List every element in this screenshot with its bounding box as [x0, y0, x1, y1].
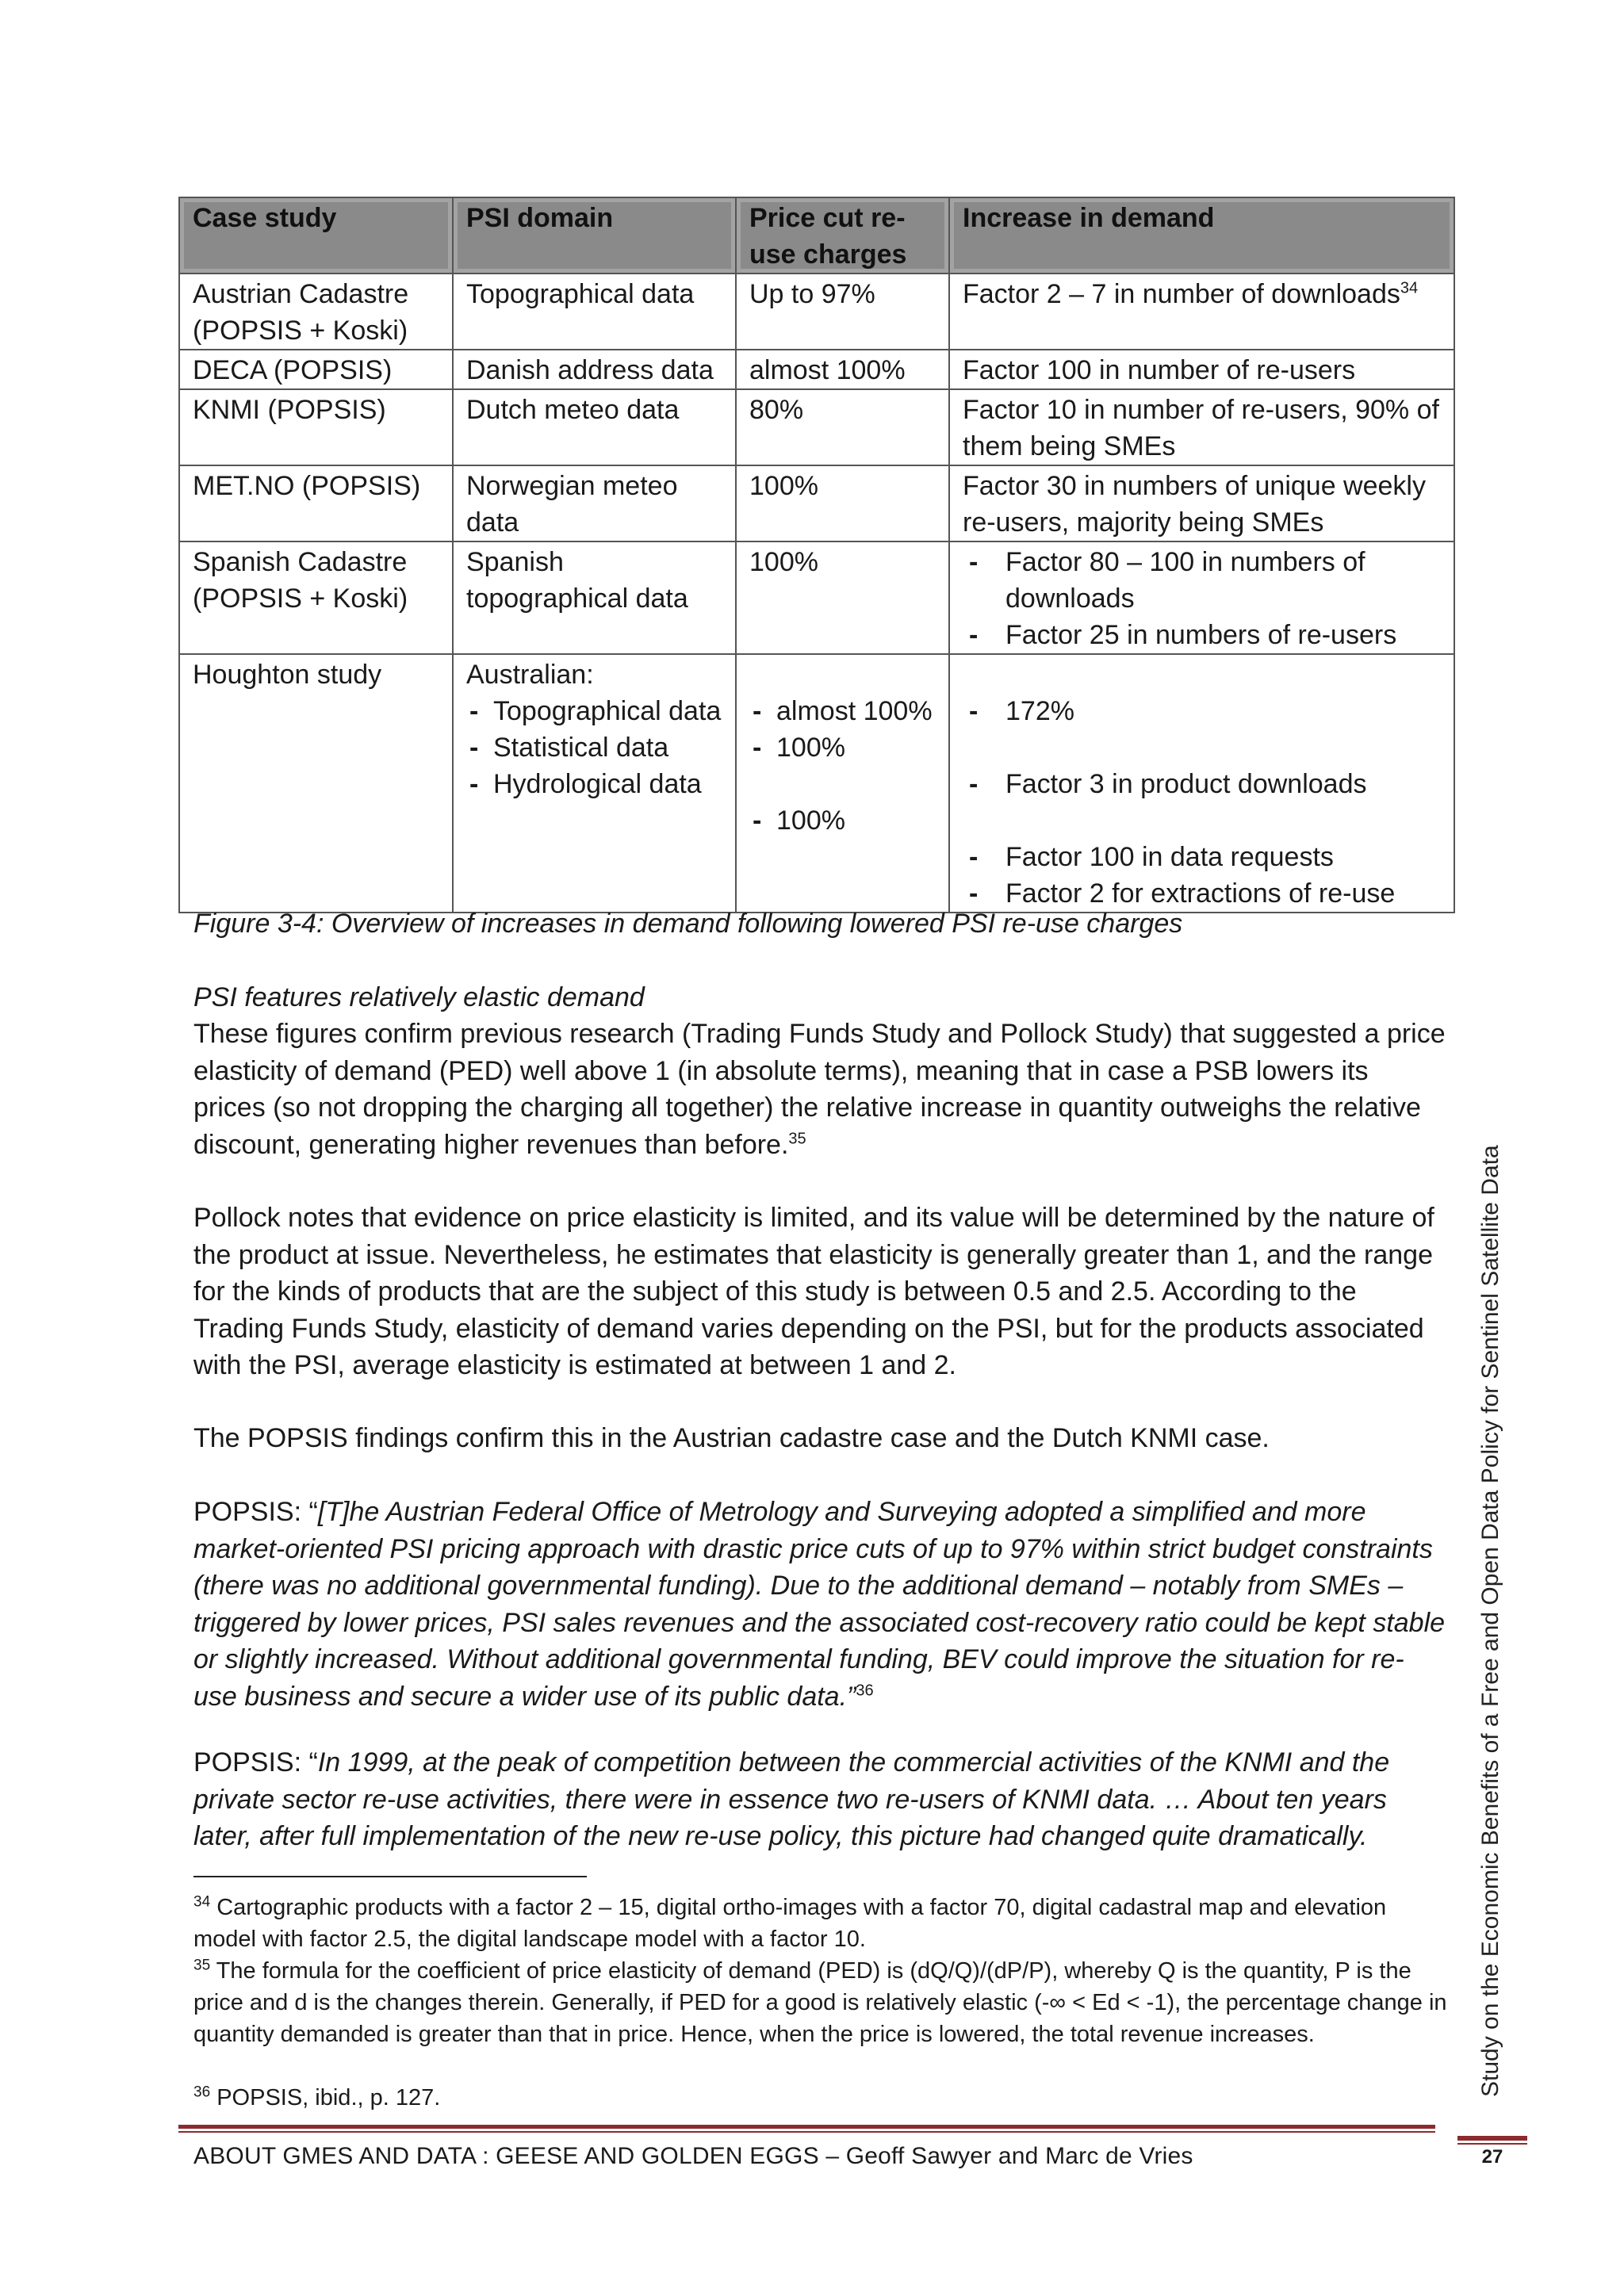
cell-domain: Topographical data [453, 274, 736, 350]
footnote-36 [193, 2082, 1454, 2114]
cell-price: 100% [736, 465, 949, 541]
list-item: - Topographical data [466, 693, 722, 729]
footnote-text: The formula for the coefficient of price elasticity of demand (PED) is (dQ/Q)/(dP/P), whereby Q is the quantity, P is the price and d is the changes therein. Generally, if PED for a good is relatively elastic (-∞ < Ed < -1), the percentage change in quantity demanded is greater than that in price. Hence, when the price is lowered, the total revenue increases. [193, 1958, 1447, 2047]
cell-domain [453, 654, 736, 913]
paragraph-3: The POPSIS findings confirm this in the Austrian cadastre case and the Dutch KNMI case. [193, 1423, 1270, 1453]
list-item: - 100% [749, 802, 936, 839]
list-item: - almost 100% [749, 693, 936, 729]
footer-rule [178, 2125, 1435, 2129]
cell-demand [949, 654, 1454, 913]
paragraph-5-quote: In 1999, at the peak of competition between the commercial activities of the KNMI and the private sector re-use activities, there were in essence two re-users of KNMI data. … About ten years later, after full implementation of the new re-use policy, this picture had changed quite dramatically. [193, 1747, 1390, 1851]
cell-case: Spanish Cadastre (POPSIS + Koski) [179, 541, 453, 654]
list-item: - Factor 3 in product downloads [963, 766, 1441, 802]
footnote-number: 36 [193, 2084, 211, 2101]
footer-rule-thin [178, 2131, 1435, 2133]
cell-domain: Norwegian meteo data [453, 465, 736, 541]
table-row [179, 350, 1454, 389]
header-case-study: Case study [179, 197, 453, 274]
cell-case: MET.NO (POPSIS) [179, 465, 453, 541]
paragraph-4-close: ” [847, 1681, 856, 1712]
footnote-ref-36: 36 [856, 1682, 874, 1700]
cell-demand [949, 541, 1454, 654]
cell-case: KNMI (POPSIS) [179, 389, 453, 465]
footnote-ref-35: 35 [788, 1130, 806, 1148]
paragraph-4-lead: POPSIS: “ [193, 1497, 318, 1527]
list-item: - 100% [749, 729, 936, 766]
cell-case: DECA (POPSIS) [179, 350, 453, 389]
list-item: - Factor 2 for extractions of re-use [963, 875, 1441, 912]
list-item: - 172% [963, 693, 1441, 729]
figure-caption: Figure 3-4: Overview of increases in demand following lowered PSI re-use charges [193, 909, 1183, 939]
footnote-35 [193, 1955, 1454, 2050]
side-running-title: Study on the Economic Benefits of a Free and Open Data Policy for Sentinel Satellite Data [1477, 1145, 1503, 2097]
footnote-number: 35 [193, 1957, 211, 1974]
cell-price: 100% [736, 541, 949, 654]
header-increase-demand: Increase in demand [949, 197, 1454, 274]
price-list [749, 693, 936, 839]
page-number: 27 [1481, 2146, 1503, 2168]
cell-price: almost 100% [736, 350, 949, 389]
list-item: - Factor 25 in numbers of re-users [963, 617, 1441, 653]
list-item: - Hydrological data [466, 766, 722, 802]
table-header-row [179, 197, 1454, 274]
list-item: - Statistical data [466, 729, 722, 766]
list-item: - Factor 100 in data requests [963, 839, 1441, 875]
footnote-number: 34 [193, 1893, 211, 1911]
table-row [179, 541, 1454, 654]
paragraph-5-lead: POPSIS: “ [193, 1747, 318, 1777]
paragraph-2: Pollock notes that evidence on price elasticity is limited, and its value will be determined by the nature of the product at issue. Nevertheless, he estimates that elasticity is generally greater than 1, and the range for the kinds of products that are the subject of this study is between 0.5 and 2.5. According to the Trading Funds Study, elasticity of demand varies depending on the PSI, but for the products associated with the PSI, average elasticity is estimated at between 1 and 2. [193, 1203, 1434, 1380]
cell-price: Up to 97% [736, 274, 949, 350]
footnote-34 [193, 1892, 1454, 1955]
footnote-text: POPSIS, ibid., p. 127. [210, 2085, 441, 2110]
cell-demand: Factor 30 in numbers of unique weekly re-users, majority being SMEs [949, 465, 1454, 541]
cell-demand [949, 274, 1454, 350]
page-number-rule [1457, 2136, 1527, 2141]
cell-domain: Dutch meteo data [453, 389, 736, 465]
table-row [179, 389, 1454, 465]
cell-domain: Spanish topographical data [453, 541, 736, 654]
header-price-cut: Price cut re-use charges [736, 197, 949, 274]
section-heading: PSI features relatively elastic demand [193, 982, 645, 1012]
paragraph-1 [193, 1016, 1446, 1163]
domain-intro: Australian: [466, 660, 594, 690]
footnote-text: Cartographic products with a factor 2 – 15, digital ortho-images with a factor 70, digital cadastral map and elevation model with factor 2.5, the digital landscape model with a factor 10. [193, 1895, 1387, 1952]
cell-price: 80% [736, 389, 949, 465]
footnote-ref-34: 34 [1400, 279, 1419, 297]
cell-domain: Danish address data [453, 350, 736, 389]
paragraph-4 [193, 1494, 1446, 1715]
cell-demand: Factor 100 in number of re-users [949, 350, 1454, 389]
footer-title: ABOUT GMES AND DATA : GEESE AND GOLDEN EGGS – Geoff Sawyer and Marc de Vries [193, 2143, 1193, 2169]
paragraph-5 [193, 1744, 1446, 1855]
cell-demand: Factor 10 in number of re-users, 90% of them being SMEs [949, 389, 1454, 465]
paragraph-4-quote: [T]he Austrian Federal Office of Metrology and Surveying adopted a simplified and more market-oriented PSI pricing approach with drastic price cuts of up to 97% within strict budget constraints (there was no additional governmental funding). Due to the additional demand – notably from SMEs – triggered by lower prices, PSI sales revenues and the associated cost-recovery ratio could be kept stable or slightly increased. Without additional governmental funding, BEV could improve the situation for re-use business and secure a wider use of its public data. [193, 1497, 1446, 1712]
cell-price [736, 654, 949, 913]
page-number-rule-thin [1457, 2143, 1527, 2145]
table-row [179, 274, 1454, 350]
footnote-separator [193, 1876, 587, 1877]
demand-increase-table [178, 197, 1455, 913]
cell-demand-text: Factor 2 – 7 in number of downloads [963, 279, 1400, 309]
cell-case: Houghton study [179, 654, 453, 913]
page-number-box [1457, 2136, 1527, 2169]
table-row [179, 465, 1454, 541]
demand-list [963, 544, 1441, 653]
paragraph-1-text: These figures confirm previous research (Trading Funds Study and Pollock Study) that suggested a price elasticity of demand (PED) well above 1 (in absolute terms), meaning that in case a PSB lowers its prices (so not dropping the charging all together) the relative increase in quantity outweighs the relative discount, generating higher revenues than before. [193, 1019, 1446, 1160]
cell-case: Austrian Cadastre (POPSIS + Koski) [179, 274, 453, 350]
domain-list [466, 693, 722, 802]
demand-list [963, 693, 1441, 912]
table-row [179, 654, 1454, 913]
list-item: - Factor 80 – 100 in numbers of downloads [963, 544, 1441, 617]
header-psi-domain: PSI domain [453, 197, 736, 274]
